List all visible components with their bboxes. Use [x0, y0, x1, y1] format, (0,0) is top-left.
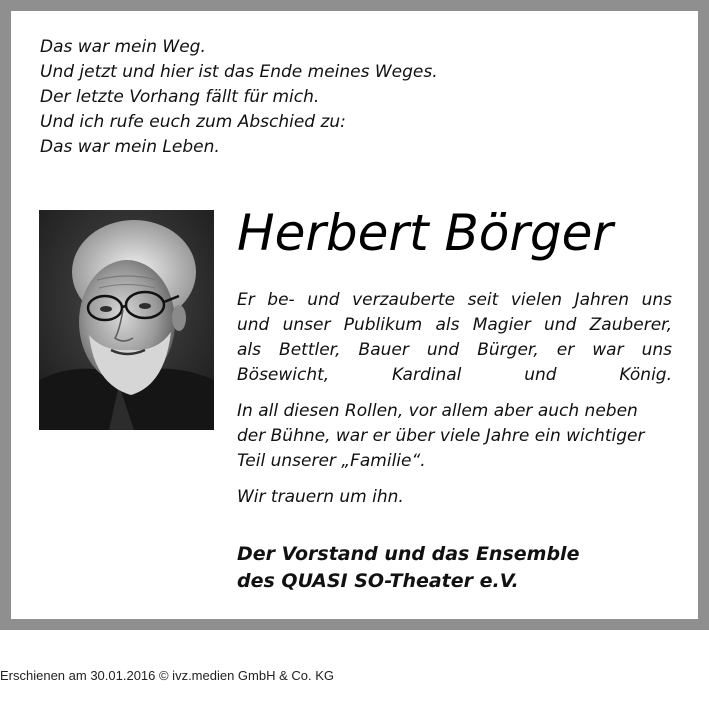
poem-line: Und jetzt und hier ist das Ende meines Weges. [40, 62, 438, 82]
bio-line: Bösewicht, Kardinal und König. [237, 365, 672, 385]
signature [237, 541, 579, 595]
bio-line: und unser Publikum als Magier und Zauberer, [237, 315, 672, 335]
bio-line: als Bettler, Bauer und Bürger, er war uns [237, 340, 672, 360]
bio-line: Er be- und verzauberte seit vielen Jahren uns [237, 290, 672, 310]
bio-line: Teil unserer „Familie“. [237, 451, 426, 471]
bio-paragraph [237, 288, 672, 388]
poem-line: Und ich rufe euch zum Abschied zu: [40, 112, 346, 132]
portrait-photo [39, 210, 214, 430]
publication-footer: Erschienen am 30.01.2016 © ivz.medien GmbH & Co. KG [0, 668, 335, 683]
bio-closing: Wir trauern um ihn. [237, 487, 404, 507]
signature-line: Der Vorstand und das Ensemble [237, 543, 580, 565]
bio-paragraph [237, 399, 672, 474]
bio-line: In all diesen Rollen, vor allem aber auch neben [237, 401, 638, 421]
poem-line: Das war mein Leben. [40, 137, 220, 157]
signature-line: des QUASI SO-Theater e.V. [237, 570, 519, 592]
poem-line: Der letzte Vorhang fällt für mich. [40, 87, 320, 107]
biography [237, 288, 672, 521]
poem [40, 35, 438, 160]
poem-line: Das war mein Weg. [40, 37, 206, 57]
notice-body [11, 11, 698, 619]
deceased-name: Herbert Börger [237, 204, 613, 262]
bio-line: der Bühne, war er über viele Jahre ein wichtiger [237, 426, 645, 446]
